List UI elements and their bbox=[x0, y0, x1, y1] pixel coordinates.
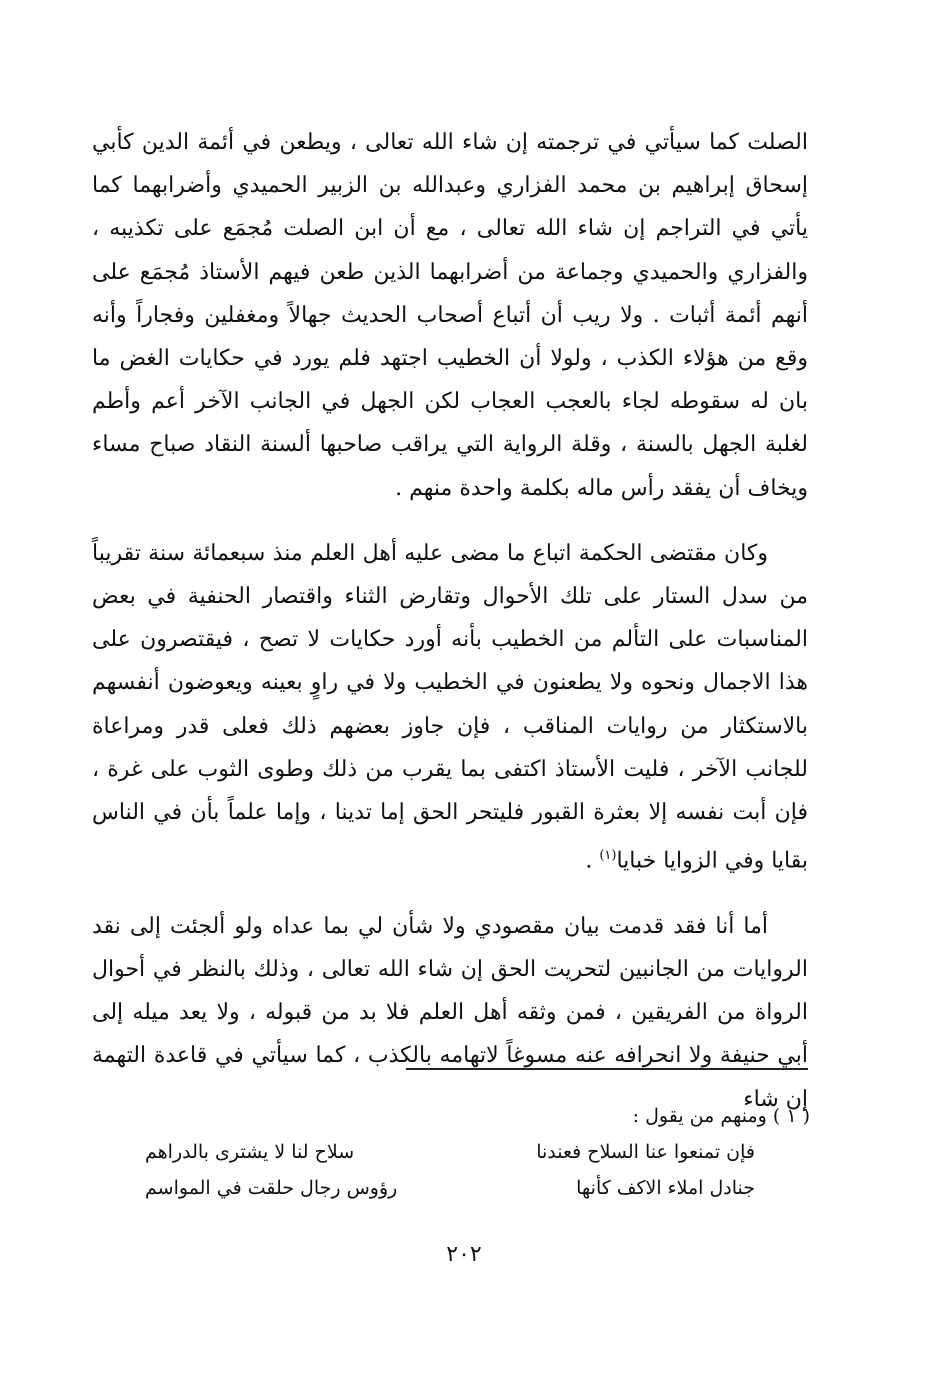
footnote-divider bbox=[406, 1068, 808, 1070]
verse-line-2 bbox=[145, 1170, 755, 1206]
paragraph-2-text: وكان مقتضى الحكمة اتباع ما مضى عليه أهل العلم منذ سبعمائة سنة تقريباً من سدل الستار على تلك الأحوال وتقارض الثناء واقتصار الحنفية في بعض المناسبات على التألم من الخطيب بأنه أورد حكايات لا تصح ، فيقتصرون على هذا الاجمال ونحوه ولا يطعنون في الخطيب ولا في راوٍ بعينه ويعوضون أنفسهم بالاستكثار من روايات المناقب ، فإن جاوز بعضهم ذلك فعلى قدر ومراعاة للجانب الآخر ، فليت الأستاذ اكتفى بما يقرب من ذلك وطوى الثوب على غرة ، فإن أبت نفسه إلا بعثرة القبور فليتحر الحق إما تدينا ، وإما علماً بأن في الناس بقايا وفي الزوايا خبايا bbox=[92, 540, 808, 874]
verse-2-first-hemistich: جنادل املاء الاكف كأنها bbox=[576, 1177, 755, 1199]
verse-2-second-hemistich: رؤوس رجال حلقت في المواسم bbox=[145, 1177, 398, 1199]
paragraph-2 bbox=[92, 532, 808, 883]
paragraph-3: أما أنا فقد قدمت بيان مقصودي ولا شأن لي بما عداه ولو ألجئت إلى نقد الروايات من الجانبين لتحريت الحق إن شاء الله تعالى ، وذلك بالنظر في أحوال الرواة من الفريقين ، فمن وثقه أهل العلم فلا بد من قبوله ، ولا يعد ميله إلى أبي حنيفة ولا انحرافه عنه مسوغاً لاتهامه بالكذب ، كما سيأتي في قاعدة التهمة إن شاء bbox=[92, 913, 808, 1112]
paragraph-2-end: . bbox=[585, 848, 600, 874]
footnote-intro: ( ١ ) ومنهم من يقول : bbox=[632, 1105, 810, 1127]
verse-line-1 bbox=[145, 1134, 755, 1170]
paragraph-1: الصلت كما سيأتي في ترجمته إن شاء الله تعالى ، ويطعن في أئمة الدين كأبي إسحاق إبراهيم بن محمد الفزاري وعبدالله بن الزبير الحميدي وأضرابهما كما يأتي في التراجم إن شاء الله تعالى ، مع أن ابن الصلت مُجمَع على تكذيبه ، والفزاري والحميدي وجماعة من أضرابهما الذين طعن فيهم الأستاذ مُجمَع على أنهم أئمة أثبات . ولا ريب أن أتباع أصحاب الحديث جهالاً ومغفلين وفجاراً وأنه وقع من هؤلاء الكذب ، ولولا أن الخطيب اجتهد فلم يورد في حكايات الغض ما بان له سقوطه لجاء بالعجب العجاب لكن الجهل في الجانب الآخر أعم وأطم لغلبة الجهل بالسنة ، وقلة الرواية التي يراقب صاحبها ألسنة النقاد صباح مساء ويخاف أن يفقد رأس ماله بكلمة واحدة منهم . bbox=[92, 130, 808, 501]
footnote-reference: (١) bbox=[599, 848, 617, 864]
verse-1-first-hemistich: فإن تمنعوا عنا السلاح فعندنا bbox=[536, 1141, 755, 1163]
page-number: ٢٠٢ bbox=[446, 1242, 482, 1267]
main-text bbox=[92, 121, 808, 1121]
footnote bbox=[140, 1098, 810, 1206]
verse-1-second-hemistich: سلاح لنا لا يشترى بالدراهم bbox=[145, 1141, 355, 1163]
